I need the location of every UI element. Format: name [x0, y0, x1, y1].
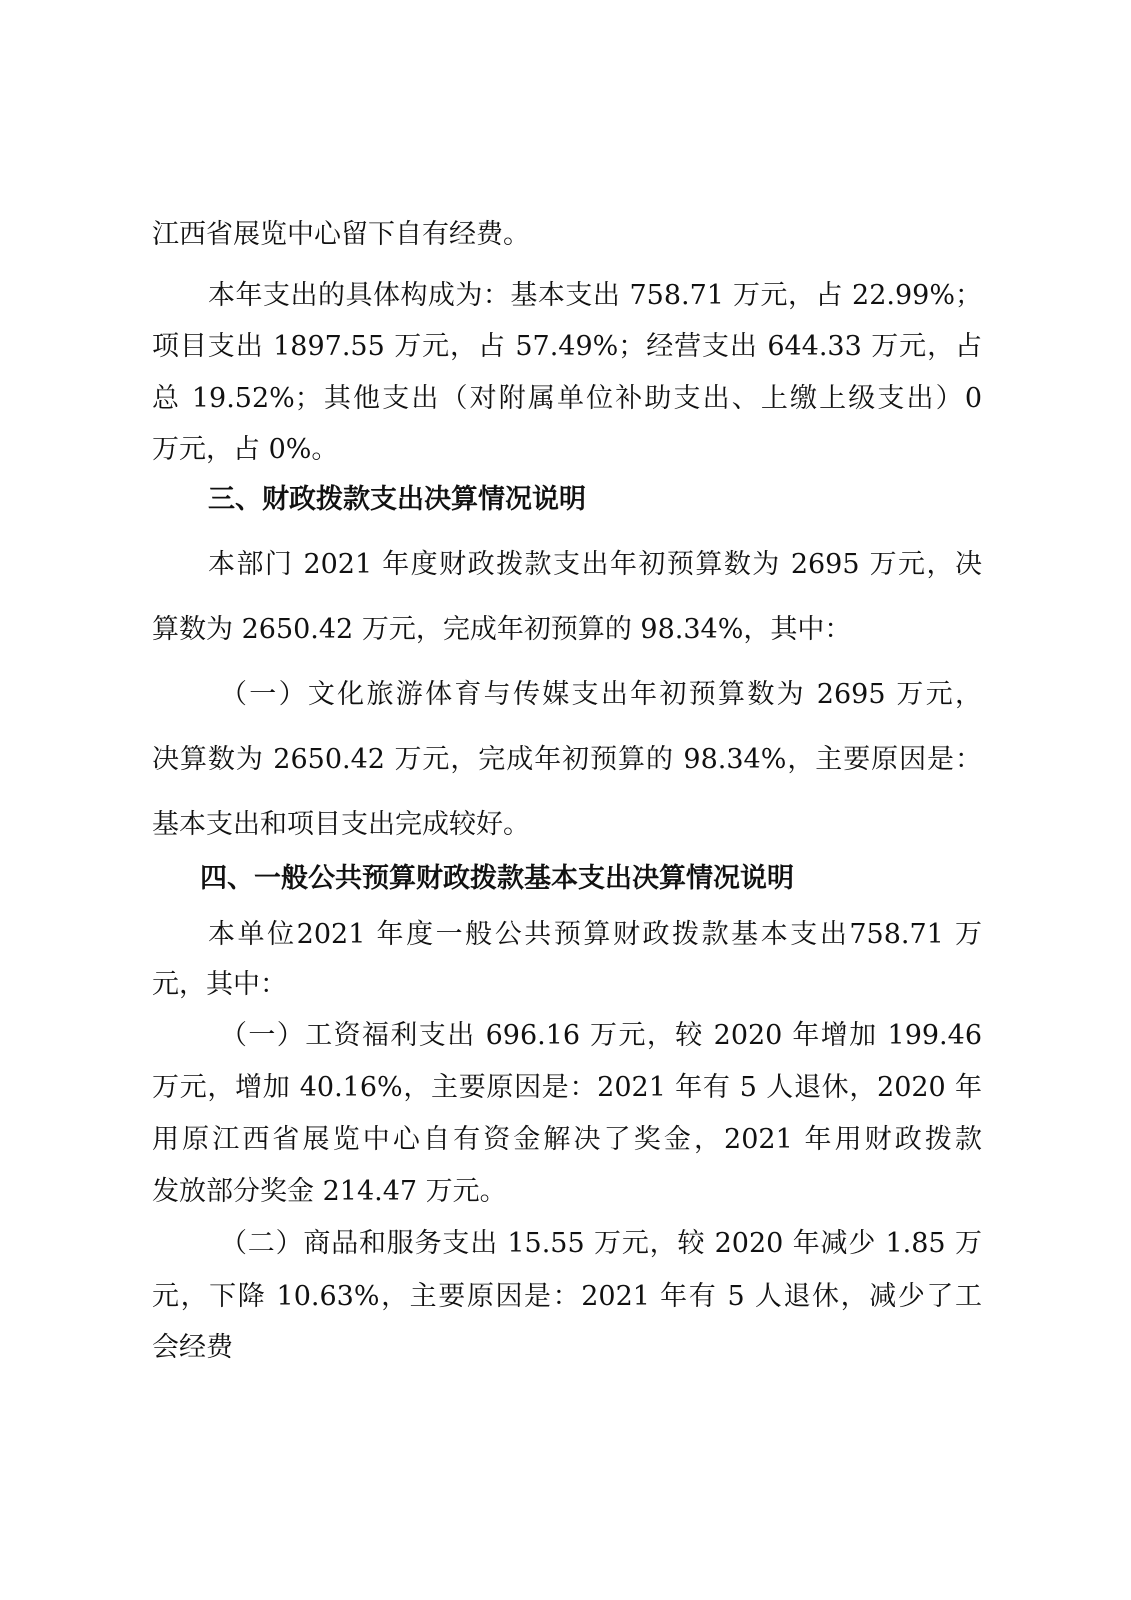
text-line: （一）工资福利支出 696.16 万元，较 2020 年增加 199.46 [220, 1020, 982, 1051]
text-line: 算数为 2650.42 万元，完成年初预算的 98.34%，其中： [152, 614, 852, 645]
text-line: 发放部分奖金 214.47 万元。 [152, 1176, 507, 1207]
text-line: 项目支出 1897.55 万元，占 57.49%；经营支出 644.33 万元，占 [152, 331, 982, 362]
text-line: 元，其中： [152, 969, 287, 1000]
text-line: 万元，增加 40.16%，主要原因是：2021 年有 5 人退休，2020 年 [152, 1072, 982, 1103]
text-line: （二）商品和服务支出 15.55 万元，较 2020 年减少 1.85 万 [220, 1228, 982, 1259]
text-line: 本年支出的具体构成为：基本支出 758.71 万元，占 22.99%； [208, 280, 982, 311]
text-line: 总 19.52%；其他支出（对附属单位补助支出、上缴上级支出）0 [152, 383, 982, 414]
text-line: 基本支出和项目支出完成较好。 [152, 809, 530, 840]
text-line: 元，下降 10.63%，主要原因是：2021 年有 5 人退休，减少了工 [152, 1281, 982, 1312]
text-line: （一）文化旅游体育与传媒支出年初预算数为 2695 万元， [220, 679, 982, 710]
text-line: 用原江西省展览中心自有资金解决了奖金，2021 年用财政拨款 [152, 1124, 982, 1155]
text-line: 决算数为 2650.42 万元，完成年初预算的 98.34%，主要原因是： [152, 744, 982, 775]
text-line: 江西省展览中心留下自有经费。 [152, 219, 530, 250]
text-line: 会经费 [152, 1332, 233, 1363]
text-line: 本部门 2021 年度财政拨款支出年初预算数为 2695 万元，决 [208, 549, 982, 580]
text-line: 本单位2021 年度一般公共预算财政拨款基本支出758.71 万 [208, 919, 982, 950]
section-heading: 三、财政拨款支出决算情况说明 [208, 484, 586, 515]
section-heading: 四、一般公共预算财政拨款基本支出决算情况说明 [200, 863, 794, 894]
text-line: 万元，占 0%。 [152, 434, 339, 465]
